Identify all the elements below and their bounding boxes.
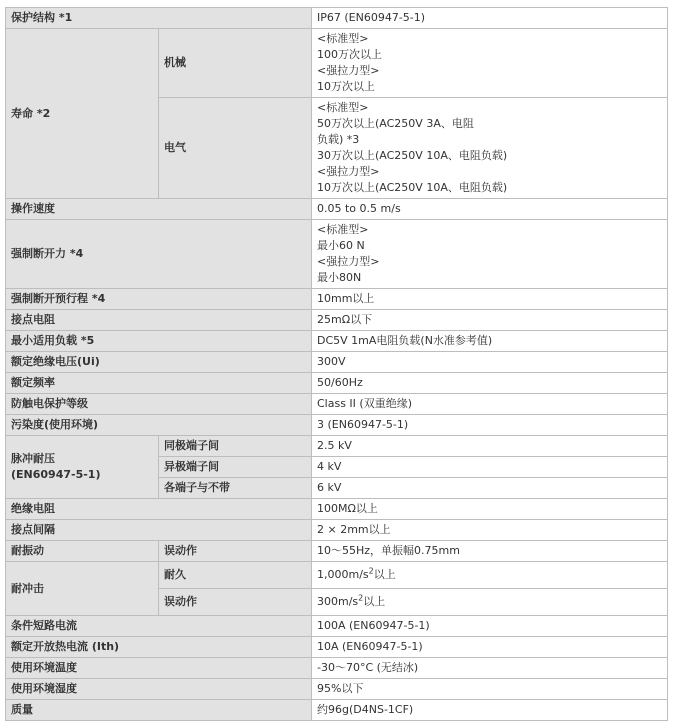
value-line: 100万次以上 <box>317 48 382 61</box>
row-label: 耐冲击 <box>6 562 159 616</box>
value-line: 50万次以上(AC250V 3A、电阻 <box>317 117 474 130</box>
table-row <box>6 616 668 637</box>
value-text: 以上 <box>363 595 386 608</box>
table-row <box>6 520 668 541</box>
row-value <box>312 220 668 289</box>
value-line: <强拉力型> <box>317 64 380 77</box>
value-line: 10万次以上(AC250V 10A、电阻负载) <box>317 181 508 194</box>
label-line: 脉冲耐压 <box>11 452 55 465</box>
row-label: 耐振动 <box>6 541 159 562</box>
row-label: 寿命 *2 <box>6 29 159 199</box>
value-line: <标准型> <box>317 223 369 236</box>
row-label: 绝缘电阻 <box>6 499 312 520</box>
row-label: 额定频率 <box>6 373 312 394</box>
value-line: <标准型> <box>317 32 369 45</box>
row-sublabel: 同极端子间 <box>159 436 312 457</box>
row-sublabel: 耐久 <box>159 562 312 589</box>
row-value: 4 kV <box>312 457 668 478</box>
table-row <box>6 29 668 98</box>
value-line: <强拉力型> <box>317 255 380 268</box>
row-value <box>312 562 668 589</box>
table-row <box>6 394 668 415</box>
value-line: <标准型> <box>317 101 369 114</box>
row-label: 使用环境温度 <box>6 658 312 679</box>
table-row <box>6 700 668 721</box>
row-label: 条件短路电流 <box>6 616 312 637</box>
table-row <box>6 679 668 700</box>
row-value: 约96g(D4NS-1CF) <box>312 700 668 721</box>
table-row <box>6 8 668 29</box>
value-line: 负载) *3 <box>317 133 360 146</box>
row-label: 污染度(使用环境) <box>6 415 312 436</box>
row-value: -30～70°C (无结冰) <box>312 658 668 679</box>
value-line: 10万次以上 <box>317 80 375 93</box>
row-value <box>312 98 668 199</box>
row-value: DC5V 1mA电阻负载(N水准参考值) <box>312 331 668 352</box>
row-label: 接点间隔 <box>6 520 312 541</box>
row-value: 10mm以上 <box>312 289 668 310</box>
row-label: 使用环境湿度 <box>6 679 312 700</box>
table-row <box>6 352 668 373</box>
table-row <box>6 373 668 394</box>
row-value: 100A (EN60947-5-1) <box>312 616 668 637</box>
row-value: 100MΩ以上 <box>312 499 668 520</box>
table-row <box>6 541 668 562</box>
row-label: 强制断开预行程 *4 <box>6 289 312 310</box>
table-row <box>6 199 668 220</box>
row-value: Class II (双重绝缘) <box>312 394 668 415</box>
spec-table <box>5 7 668 721</box>
row-value: 0.05 to 0.5 m/s <box>312 199 668 220</box>
row-label: 接点电阻 <box>6 310 312 331</box>
row-sublabel: 机械 <box>159 29 312 98</box>
value-line: <强拉力型> <box>317 165 380 178</box>
row-value: 300V <box>312 352 668 373</box>
row-label <box>6 436 159 499</box>
table-row <box>6 499 668 520</box>
table-row <box>6 415 668 436</box>
table-row <box>6 562 668 589</box>
table-row <box>6 220 668 289</box>
value-superscript: 2 <box>368 566 374 576</box>
row-sublabel: 异极端子间 <box>159 457 312 478</box>
row-label: 强制断开力 *4 <box>6 220 312 289</box>
label-line: (EN60947-5-1) <box>11 468 101 481</box>
value-text: 1,000m/s <box>317 568 369 581</box>
value-text: 以上 <box>373 568 396 581</box>
row-value: 10A (EN60947-5-1) <box>312 637 668 658</box>
row-value: 50/60Hz <box>312 373 668 394</box>
row-value: 6 kV <box>312 478 668 499</box>
table-row <box>6 637 668 658</box>
row-label: 保护结构 *1 <box>6 8 312 29</box>
row-label: 操作速度 <box>6 199 312 220</box>
row-value: 25mΩ以下 <box>312 310 668 331</box>
value-line: 最小80N <box>317 271 362 284</box>
row-value: 95%以下 <box>312 679 668 700</box>
row-label: 额定绝缘电压(Ui) <box>6 352 312 373</box>
row-sublabel: 误动作 <box>159 589 312 616</box>
row-value: 10～55Hz，单振幅0.75mm <box>312 541 668 562</box>
row-value: 2.5 kV <box>312 436 668 457</box>
row-value: IP67 (EN60947-5-1) <box>312 8 668 29</box>
row-sublabel: 电气 <box>159 98 312 199</box>
table-row <box>6 289 668 310</box>
row-value <box>312 29 668 98</box>
value-superscript: 2 <box>358 593 364 603</box>
table-row <box>6 331 668 352</box>
row-sublabel: 各端子与不带 <box>159 478 312 499</box>
value-text: 300m/s <box>317 595 359 608</box>
table-row <box>6 436 668 457</box>
row-sublabel: 误动作 <box>159 541 312 562</box>
row-label: 额定开放热电流 (Ith) <box>6 637 312 658</box>
value-line: 最小60 N <box>317 239 365 252</box>
row-value: 2 × 2mm以上 <box>312 520 668 541</box>
row-value: 3 (EN60947-5-1) <box>312 415 668 436</box>
row-label: 质量 <box>6 700 312 721</box>
row-label: 防触电保护等级 <box>6 394 312 415</box>
table-row <box>6 310 668 331</box>
row-value <box>312 589 668 616</box>
table-row <box>6 658 668 679</box>
value-line: 30万次以上(AC250V 10A、电阻负载) <box>317 149 508 162</box>
row-label: 最小适用负载 *5 <box>6 331 312 352</box>
